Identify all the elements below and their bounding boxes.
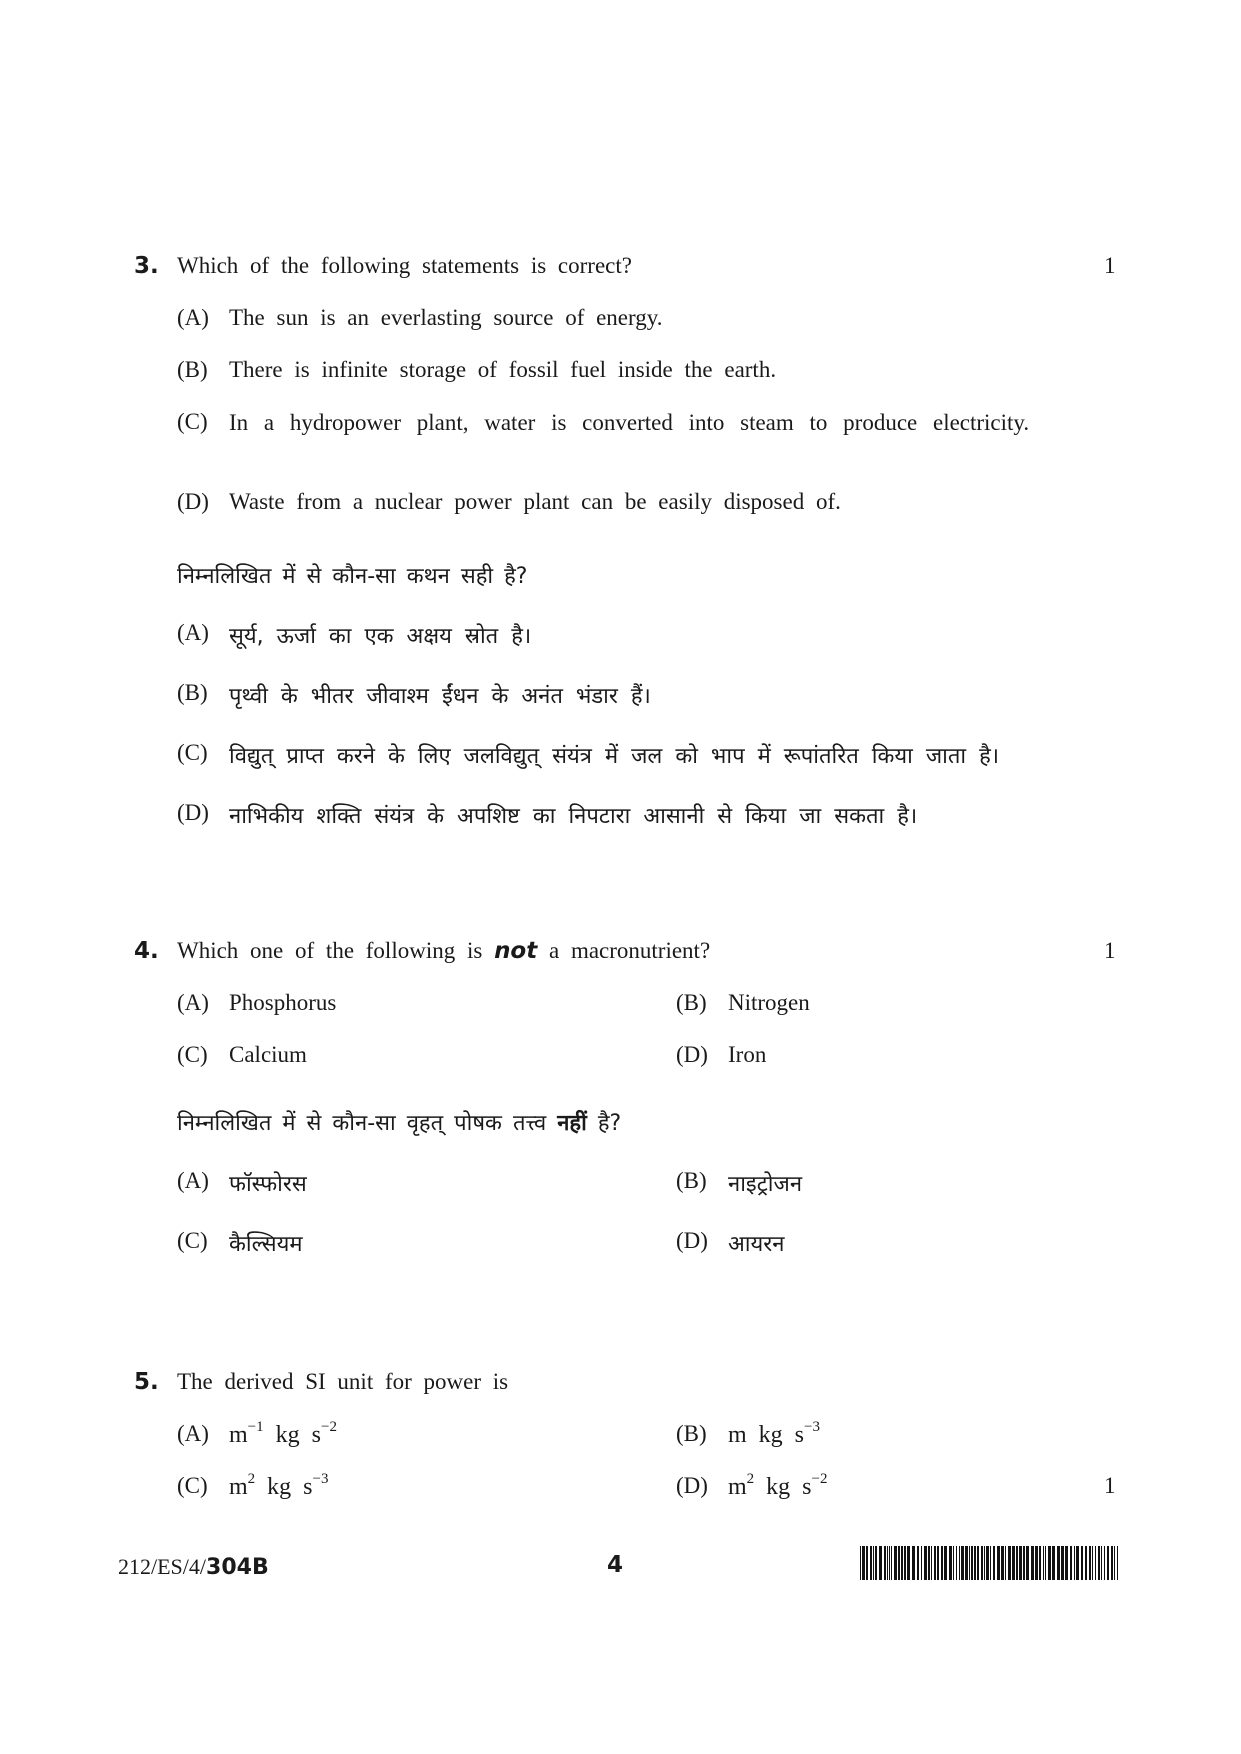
option-unit: $m^2$ kg $s^{-3}$ (229, 1471, 329, 1500)
paper-code (118, 1554, 269, 1580)
option-label: (C) (177, 409, 208, 434)
option-label: (A) (177, 990, 209, 1015)
option-label: (A) (177, 1421, 209, 1446)
option-text: In a hydropower plant, water is converted into steam to produce electricity. (229, 410, 1030, 435)
option-label: (A) (177, 1168, 209, 1193)
option-label: (D) (177, 800, 209, 825)
question-text-end: है? (597, 1111, 622, 1136)
option-text: विद्युत् प्राप्त करने के लिए जलविद्युत् संयंत्र में जल को भाप में रूपांतरित किया जाता है। (229, 744, 1000, 769)
option-text: Calcium (229, 1042, 307, 1067)
question-text-start: Which one of the following is (177, 938, 483, 963)
option-label: (D) (676, 1228, 708, 1253)
option-label: (C) (177, 1042, 208, 1067)
emphasis-nahin: नहीं (557, 1111, 587, 1136)
page-number: 4 (607, 1552, 624, 1578)
option-text: नाभिकीय शक्ति संयंत्र के अपशिष्ट का निपटारा आसानी से किया जा सकता है। (229, 804, 918, 829)
option-label: (D) (177, 489, 209, 514)
option-label: (A) (177, 620, 209, 645)
emphasis-not: not (494, 938, 538, 964)
option-text: नाइट्रोजन (728, 1172, 803, 1197)
option-unit: m kg $s^{-3}$ (728, 1419, 820, 1448)
barcode-icon (860, 1546, 1118, 1580)
option-label: (D) (676, 1042, 708, 1067)
option-text: आयरन (728, 1232, 785, 1257)
option-text: There is infinite storage of fossil fuel inside the earth. (229, 357, 777, 382)
option-label: (D) (676, 1473, 708, 1498)
marks: 1 (1104, 938, 1116, 963)
option-text: Phosphorus (229, 990, 337, 1015)
question-number: 3. (134, 253, 159, 279)
option-label: (B) (177, 680, 208, 705)
option-unit: $m^2$ kg $s^{-2}$ (728, 1471, 828, 1500)
option-text: Iron (728, 1042, 767, 1067)
marks: 1 (1104, 1473, 1116, 1498)
question-number: 4. (134, 938, 159, 964)
question-text-start: निम्नलिखित में से कौन-सा वृहत् पोषक तत्त्व (177, 1111, 547, 1136)
option-text: फॉस्फोरस (229, 1172, 307, 1197)
option-text: सूर्य, ऊर्जा का एक अक्षय स्रोत है। (229, 624, 532, 649)
question-text: Which of the following statements is correct? (177, 253, 632, 278)
option-label: (C) (177, 740, 208, 765)
marks: 1 (1104, 253, 1116, 278)
paper-code-bold: 304B (206, 1555, 269, 1580)
question-number: 5. (134, 1369, 159, 1395)
option-unit: $m^{-1}$ kg $s^{-2}$ (229, 1419, 337, 1448)
option-text: पृथ्वी के भीतर जीवाश्म ईंधन के अनंत भंडार हैं। (229, 684, 651, 709)
option-label: (B) (676, 1168, 707, 1193)
paper-code-prefix: 212/ES/4/ (118, 1554, 207, 1579)
question-text (177, 938, 710, 964)
option-label: (C) (177, 1473, 208, 1498)
question-text-end: a macronutrient? (548, 938, 711, 963)
question-text-hindi (177, 1107, 621, 1137)
option-text: The sun is an everlasting source of energy. (229, 305, 663, 330)
option-label: (B) (676, 1421, 707, 1446)
option-label: (B) (177, 357, 208, 382)
question-text-hindi: निम्नलिखित में से कौन-सा कथन सही है? (177, 564, 528, 589)
option-text: Waste from a nuclear power plant can be easily disposed of. (229, 489, 841, 514)
option-text: कैल्सियम (229, 1232, 303, 1257)
option-label: (B) (676, 990, 707, 1015)
option-label: (A) (177, 305, 209, 330)
option-label: (C) (177, 1228, 208, 1253)
question-text: The derived SI unit for power is (177, 1369, 509, 1394)
option-text: Nitrogen (728, 990, 810, 1015)
